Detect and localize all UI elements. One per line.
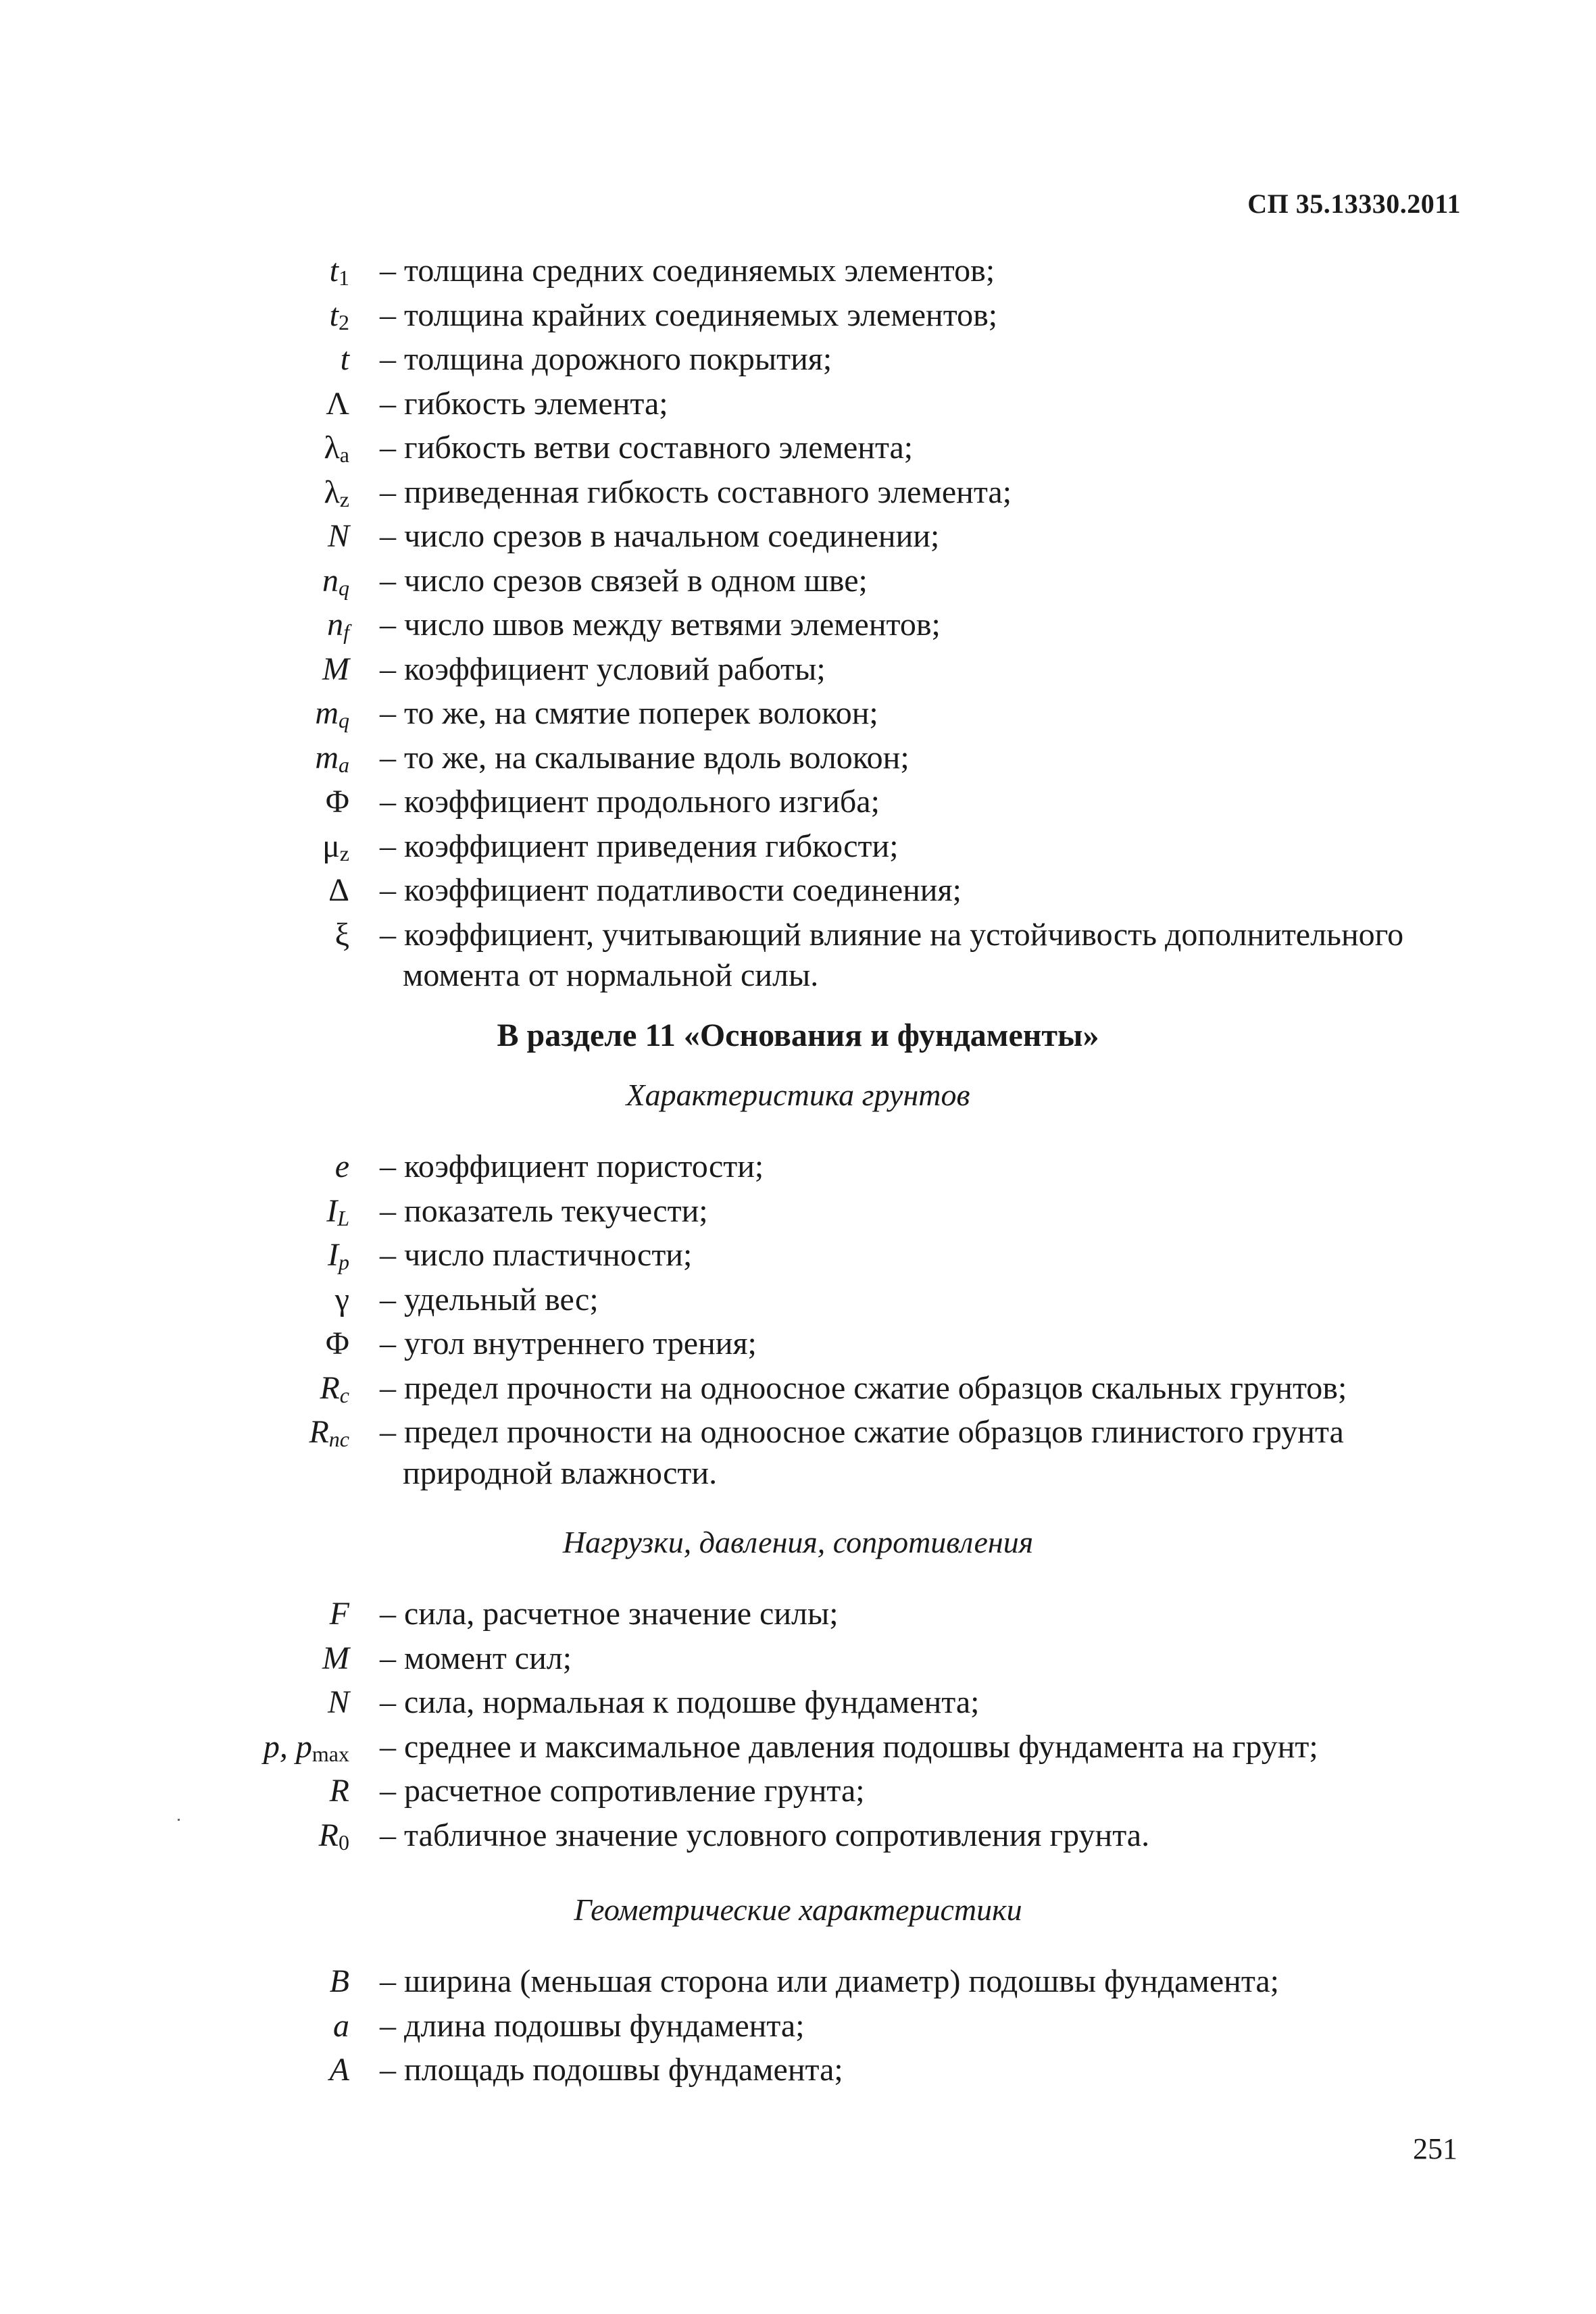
subhead-loads: Нагрузки, давления, сопротивления bbox=[562, 1525, 1034, 1559]
description-line: – сила, расчетное значение силы; bbox=[380, 1596, 839, 1632]
symbol-description bbox=[380, 1322, 1447, 1366]
subhead-geometry: Геометрические характеристики bbox=[574, 1892, 1022, 1927]
symbol-base: t bbox=[329, 253, 339, 288]
symbol-description bbox=[380, 426, 1447, 470]
symbol-row bbox=[0, 1725, 1596, 1769]
symbol bbox=[320, 1366, 349, 1411]
symbol bbox=[330, 1769, 349, 1813]
description-line: – коэффициент, учитывающий влияние на устойчивость дополнительного bbox=[380, 916, 1404, 953]
symbol-subscript: p bbox=[339, 1250, 349, 1274]
symbol-description bbox=[380, 736, 1447, 780]
symbol bbox=[341, 337, 349, 382]
symbol bbox=[335, 1145, 349, 1189]
symbol-description bbox=[380, 1769, 1447, 1813]
symbol-base: m bbox=[315, 695, 339, 731]
symbol-subscript: 2 bbox=[339, 309, 349, 334]
description-line: – коэффициент податливости соединения; bbox=[380, 872, 962, 908]
symbol bbox=[319, 1813, 349, 1858]
description-line: – угол внутреннего трения; bbox=[380, 1326, 757, 1361]
symbol-base: I bbox=[328, 1237, 339, 1273]
symbol-base: F bbox=[329, 1596, 349, 1632]
symbol bbox=[335, 913, 349, 957]
symbol-subscript: nc bbox=[328, 1427, 349, 1451]
symbol-row bbox=[0, 1189, 1596, 1234]
description-line: – число швов между ветвями элементов; bbox=[380, 607, 941, 643]
symbol-subscript: z bbox=[339, 840, 349, 865]
symbol-description bbox=[380, 1189, 1447, 1234]
symbol-row bbox=[0, 647, 1596, 692]
description-line: – толщина дорожного покрытия; bbox=[380, 341, 832, 377]
symbol-subscript: a bbox=[339, 752, 349, 777]
symbol-row bbox=[0, 2004, 1596, 2048]
description-line: – предел прочности на одноосное сжатие образцов глинистого грунта bbox=[380, 1414, 1344, 1450]
description-line: – табличное значение условного сопротивления грунта. bbox=[380, 1817, 1150, 1853]
symbol bbox=[322, 647, 349, 692]
description-line: – показатель текучести; bbox=[380, 1192, 708, 1229]
symbol-description bbox=[380, 559, 1447, 603]
symbol-description bbox=[380, 780, 1447, 824]
symbol-description bbox=[380, 1366, 1447, 1411]
symbol-subscript: z bbox=[339, 486, 349, 511]
symbol-description bbox=[380, 514, 1447, 559]
description-line: – сила, нормальная к подошве фундамента; bbox=[380, 1684, 980, 1720]
symbol bbox=[335, 1278, 349, 1322]
description-line: – расчетное сопротивление грунта; bbox=[380, 1773, 865, 1809]
symbol-description bbox=[380, 1410, 1447, 1492]
symbol-base: λ bbox=[324, 474, 340, 510]
symbol bbox=[328, 1233, 349, 1278]
symbol-row bbox=[0, 868, 1596, 913]
description-line: – гибкость элемента; bbox=[380, 385, 668, 422]
symbol-row bbox=[0, 736, 1596, 780]
symbol-description bbox=[380, 1725, 1447, 1769]
symbol-row bbox=[0, 1636, 1596, 1681]
description-line: – толщина крайних соединяемых элементов; bbox=[380, 297, 998, 333]
section-title: В разделе 11 «Основания и фундаменты» bbox=[497, 1017, 1099, 1053]
symbol-row bbox=[0, 1680, 1596, 1725]
symbol-base: e bbox=[334, 1149, 349, 1184]
symbol bbox=[327, 603, 349, 647]
symbol bbox=[322, 824, 349, 869]
symbol-description bbox=[380, 1145, 1447, 1189]
symbol bbox=[328, 868, 349, 913]
description-line: – ширина (меньшая сторона или диаметр) подошвы фундамента; bbox=[380, 1963, 1280, 1999]
symbol-row bbox=[0, 2048, 1596, 2092]
description-line-continued: момента от нормальной силы. bbox=[403, 957, 819, 993]
symbol-row bbox=[0, 780, 1596, 824]
symbol bbox=[322, 1636, 349, 1681]
scan-speck bbox=[178, 1819, 180, 1821]
symbol-base: R bbox=[320, 1369, 340, 1406]
symbol-base: a bbox=[333, 2007, 349, 2044]
symbol-row bbox=[0, 913, 1596, 995]
symbol-row bbox=[0, 1322, 1596, 1366]
symbol-description bbox=[380, 603, 1447, 647]
symbol bbox=[309, 1410, 349, 1455]
symbol-row bbox=[0, 603, 1596, 647]
symbol-list-loads bbox=[0, 1592, 1596, 1857]
symbol bbox=[330, 249, 349, 293]
symbol-base: M bbox=[322, 651, 349, 687]
symbol-description bbox=[380, 868, 1447, 913]
symbol-row bbox=[0, 382, 1596, 426]
description-line: – момент сил; bbox=[380, 1640, 572, 1676]
symbol-row bbox=[0, 1410, 1596, 1492]
symbol bbox=[330, 1959, 349, 2004]
symbol bbox=[330, 2048, 349, 2092]
symbol bbox=[330, 1592, 349, 1636]
symbol-description bbox=[380, 691, 1447, 736]
symbol-subscript: 0 bbox=[339, 1830, 349, 1855]
symbol-description bbox=[380, 1680, 1447, 1725]
symbol-subscript: 1 bbox=[339, 266, 349, 290]
symbol-base: R bbox=[329, 1773, 349, 1809]
symbol-row bbox=[0, 1366, 1596, 1411]
symbol-base: μ bbox=[322, 828, 340, 864]
symbol bbox=[324, 426, 349, 470]
symbol-base: R bbox=[318, 1817, 339, 1853]
description-line: – то же, на смятие поперек волокон; bbox=[380, 695, 878, 731]
symbol-base: p, p bbox=[263, 1728, 312, 1765]
symbol-description bbox=[380, 913, 1447, 995]
symbol bbox=[322, 559, 349, 603]
description-line: – то же, на скалывание вдоль волокон; bbox=[380, 739, 909, 776]
symbol-description bbox=[380, 382, 1447, 426]
symbol-description bbox=[380, 337, 1447, 382]
symbol-base: N bbox=[327, 1684, 349, 1720]
symbol-subscript: f bbox=[343, 620, 349, 644]
symbol-description bbox=[380, 2048, 1447, 2092]
symbol-description bbox=[380, 824, 1447, 869]
symbol-base: n bbox=[322, 562, 339, 599]
symbol-description bbox=[380, 470, 1447, 515]
symbol-description bbox=[380, 1233, 1447, 1278]
symbol bbox=[328, 514, 349, 559]
symbol-base: Φ bbox=[325, 1326, 349, 1361]
symbol-base: t bbox=[340, 341, 349, 377]
description-line: – толщина средних соединяемых элементов; bbox=[380, 253, 995, 288]
symbol bbox=[326, 1189, 349, 1234]
symbol-row bbox=[0, 1959, 1596, 2004]
symbol bbox=[264, 1725, 349, 1769]
symbol-list-soils bbox=[0, 1145, 1596, 1492]
description-line: – длина подошвы фундамента; bbox=[380, 2007, 805, 2044]
symbol-row bbox=[0, 1145, 1596, 1189]
description-line: – приведенная гибкость составного элемента; bbox=[380, 474, 1012, 510]
symbol-base: B bbox=[329, 1963, 349, 1999]
document-code-header: СП 35.13330.2011 bbox=[1247, 188, 1461, 219]
description-line: – число срезов в начальном соединении; bbox=[380, 518, 940, 554]
symbol-subscript: q bbox=[339, 708, 349, 732]
symbol-base: Δ bbox=[328, 872, 349, 908]
description-line: – коэффициент приведения гибкости; bbox=[380, 828, 899, 864]
symbol-base: n bbox=[327, 607, 344, 643]
symbol-base: t bbox=[329, 297, 339, 333]
symbol bbox=[324, 470, 349, 515]
symbol bbox=[326, 1322, 349, 1366]
description-line-continued: природной влажности. bbox=[403, 1455, 718, 1491]
symbol-row bbox=[0, 559, 1596, 603]
symbol-description bbox=[380, 1959, 1447, 2004]
description-line: – коэффициент пористости; bbox=[380, 1149, 764, 1184]
symbol-row bbox=[0, 249, 1596, 293]
symbol-row bbox=[0, 426, 1596, 470]
symbol bbox=[326, 780, 349, 824]
description-line: – предел прочности на одноосное сжатие образцов скальных грунтов; bbox=[380, 1369, 1347, 1406]
symbol-base: R bbox=[309, 1414, 329, 1450]
symbol-description bbox=[380, 1592, 1447, 1636]
symbol-subscript: max bbox=[311, 1741, 349, 1766]
symbol bbox=[333, 2004, 349, 2048]
symbol-row bbox=[0, 1813, 1596, 1858]
symbol-base: Λ bbox=[326, 385, 349, 422]
symbol-description bbox=[380, 249, 1447, 293]
symbol-subscript: a bbox=[339, 443, 349, 467]
symbol bbox=[326, 382, 349, 426]
page-number: 251 bbox=[1413, 2132, 1457, 2165]
description-line: – гибкость ветви составного элемента; bbox=[380, 430, 914, 466]
symbol-base: m bbox=[315, 739, 339, 776]
description-line: – число срезов связей в одном шве; bbox=[380, 562, 868, 599]
symbol-row bbox=[0, 1278, 1596, 1322]
symbol-description bbox=[380, 293, 1447, 338]
symbol-subscript: L bbox=[337, 1205, 349, 1230]
symbol-subscript: c bbox=[339, 1382, 349, 1407]
symbol-base: I bbox=[326, 1192, 338, 1229]
symbol-row bbox=[0, 514, 1596, 559]
symbol-base: N bbox=[327, 518, 349, 554]
symbol-base: Φ bbox=[325, 784, 349, 820]
symbol-subscript: q bbox=[339, 575, 349, 600]
symbol-row bbox=[0, 691, 1596, 736]
description-line: – удельный вес; bbox=[380, 1281, 599, 1317]
symbol-row bbox=[0, 824, 1596, 869]
subhead-soils: Характеристика грунтов bbox=[626, 1078, 970, 1112]
symbol bbox=[315, 736, 349, 780]
symbol-description bbox=[380, 1636, 1447, 1681]
symbol-base: λ bbox=[324, 430, 340, 466]
symbol-description bbox=[380, 647, 1447, 692]
symbol-row bbox=[0, 1233, 1596, 1278]
symbol-description bbox=[380, 1813, 1447, 1858]
description-line: – коэффициент продольного изгиба; bbox=[380, 784, 880, 820]
symbol bbox=[315, 691, 349, 736]
symbol-row bbox=[0, 337, 1596, 382]
description-line: – число пластичности; bbox=[380, 1237, 693, 1273]
symbol-base: M bbox=[322, 1640, 349, 1676]
symbol-row bbox=[0, 293, 1596, 338]
symbol-list-timber bbox=[0, 249, 1596, 995]
description-line: – коэффициент условий работы; bbox=[380, 651, 826, 687]
symbol-row bbox=[0, 470, 1596, 515]
symbol-list-geometry bbox=[0, 1959, 1596, 2092]
symbol-row bbox=[0, 1592, 1596, 1636]
symbol bbox=[330, 293, 349, 338]
symbol-description bbox=[380, 2004, 1447, 2048]
symbol-base: γ bbox=[334, 1281, 349, 1317]
symbol-base: A bbox=[329, 2052, 349, 2088]
description-line: – площадь подошвы фундамента; bbox=[380, 2052, 843, 2088]
description-line: – среднее и максимальное давления подошвы фундамента на грунт; bbox=[380, 1728, 1318, 1765]
symbol-description bbox=[380, 1278, 1447, 1322]
symbol bbox=[328, 1680, 349, 1725]
symbol-base: ξ bbox=[334, 916, 349, 953]
symbol-row bbox=[0, 1769, 1596, 1813]
